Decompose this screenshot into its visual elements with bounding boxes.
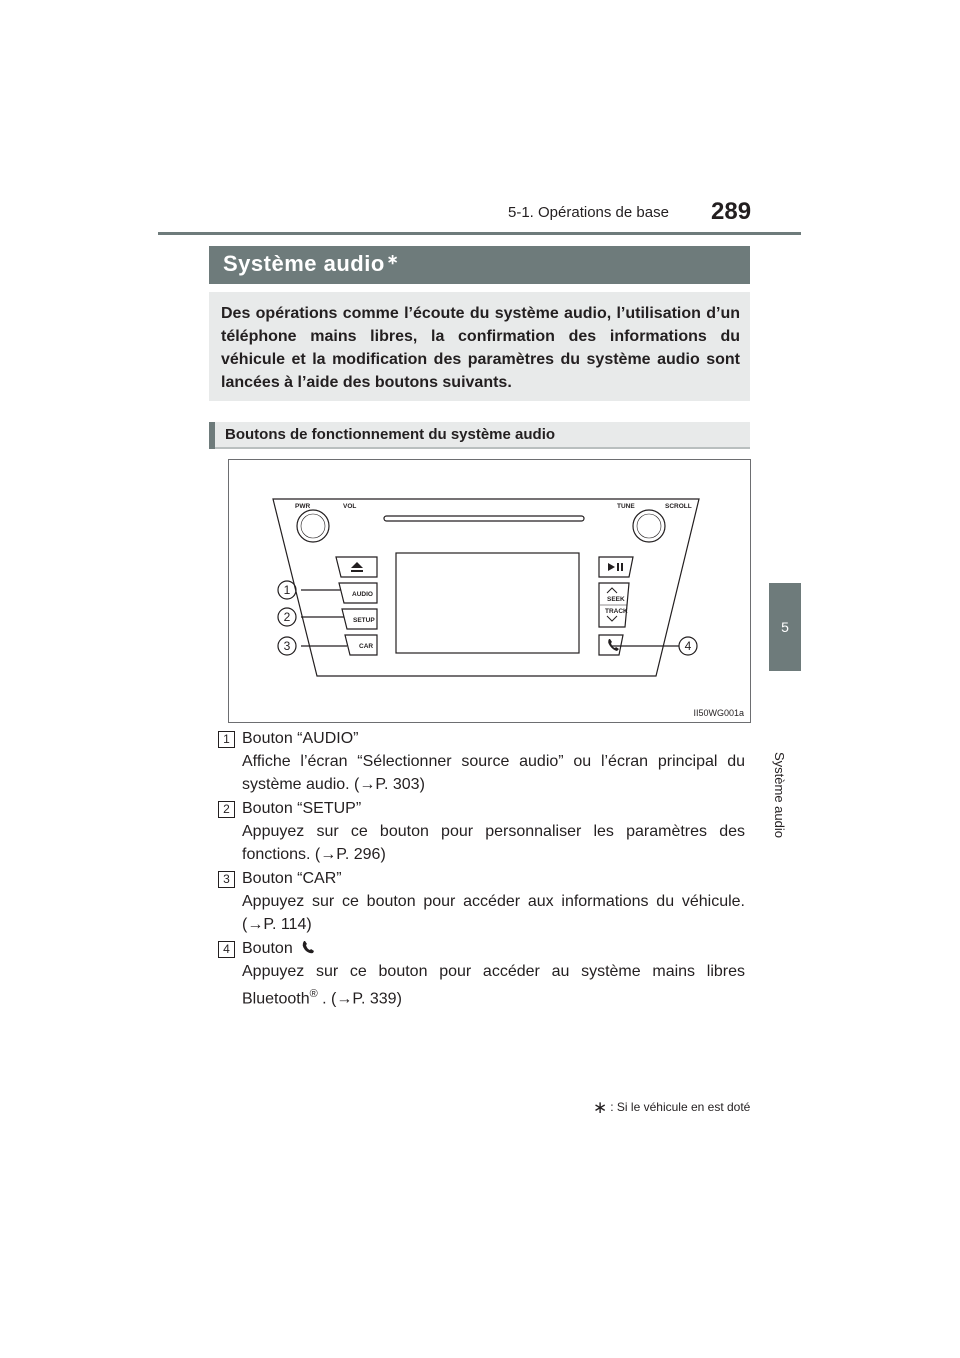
callout-4: 4 [684,639,692,653]
eject-icon-bar [351,570,363,572]
play-icon [608,563,615,571]
item-description: Appuyez sur ce bouton pour personnaliser les paramètres des fonctions. (→P. 296) [242,823,745,863]
page-title [223,251,399,277]
header-divider [158,232,801,235]
subheading-marker [209,422,215,449]
audio-button-label: AUDIO [352,591,373,598]
item-description: Appuyez sur ce bouton pour accéder au système mains libres Bluetooth® . (→P. 339) [242,963,745,1008]
item-title: Bouton “CAR” [242,870,342,887]
phone-icon [301,940,315,954]
section-header: 5-1. Opérations de base [508,204,669,221]
callout-3: 3 [283,639,291,653]
list-item-setup [218,797,745,866]
item-title: Bouton [242,940,293,957]
vol-knob [297,510,329,542]
tune-knob [633,510,665,542]
panel-outline [273,499,699,676]
car-button-label: CAR [359,643,374,650]
callout-1: 1 [283,583,291,597]
cd-slot [384,516,584,521]
item-number: 2 [218,801,235,818]
subheading: Boutons de fonctionnement du système audio [225,426,556,443]
page-title-text: Système audio [223,251,385,276]
eject-icon [351,562,363,568]
item-description: Appuyez sur ce bouton pour accéder aux informations du véhicule. (→P. 114) [242,893,745,933]
track-label: TRACK [605,608,628,615]
item-title: Bouton “SETUP” [242,800,362,817]
phone-icon [608,639,619,651]
intro-box [209,292,750,401]
chapter-label: Système audio [772,752,787,838]
audio-panel-drawing [229,460,750,722]
pause-icon-bar1 [617,563,619,571]
item-number: 3 [218,871,235,888]
seek-up-icon [607,588,617,593]
callout-2: 2 [283,610,291,624]
audio-panel-illustration [228,459,751,723]
footnote-star: ∗ [593,1098,608,1117]
optional-equipment-star: ∗ [386,251,400,267]
list-item-car [218,867,745,936]
figure-code: II50WG001a [693,708,744,718]
item-number: 1 [218,731,235,748]
subheading-bar [209,422,750,449]
vol-label: VOL [343,503,357,510]
registered-mark: ® [309,988,318,1000]
tune-knob-inner [637,514,661,538]
chapter-tab: 5 [769,583,801,671]
list-item-phone [218,937,745,1010]
track-down-icon [607,616,617,621]
intro-text: Des opérations comme l’écoute du système audio, l’utilisation d’un téléphone mains libres, la confirmation des informations du véhicule et la modification des paramètres du système audio sont lancées à l’aide des boutons suivants. [221,305,740,391]
footnote-text: : Si le véhicule en est doté [610,1100,751,1114]
page-title-bar [209,246,750,284]
item-title-row [242,937,745,960]
vol-knob-inner [301,514,325,538]
pause-icon-bar2 [621,563,623,571]
footnote [593,1098,750,1118]
pwr-label: PWR [295,503,311,510]
tune-label: TUNE [617,503,635,510]
display-screen [396,553,579,653]
list-item-audio [218,727,745,796]
page-number: 289 [711,198,752,225]
item-number: 4 [218,941,235,958]
seek-label: SEEK [607,596,625,603]
setup-button-label: SETUP [353,617,375,624]
item-description: Affiche l’écran “Sélectionner source audio” ou l’écran principal du système audio. (→P. 303) [242,753,745,793]
play-pause-button [599,557,633,577]
scroll-label: SCROLL [665,503,692,510]
item-title: Bouton “AUDIO” [242,730,359,747]
